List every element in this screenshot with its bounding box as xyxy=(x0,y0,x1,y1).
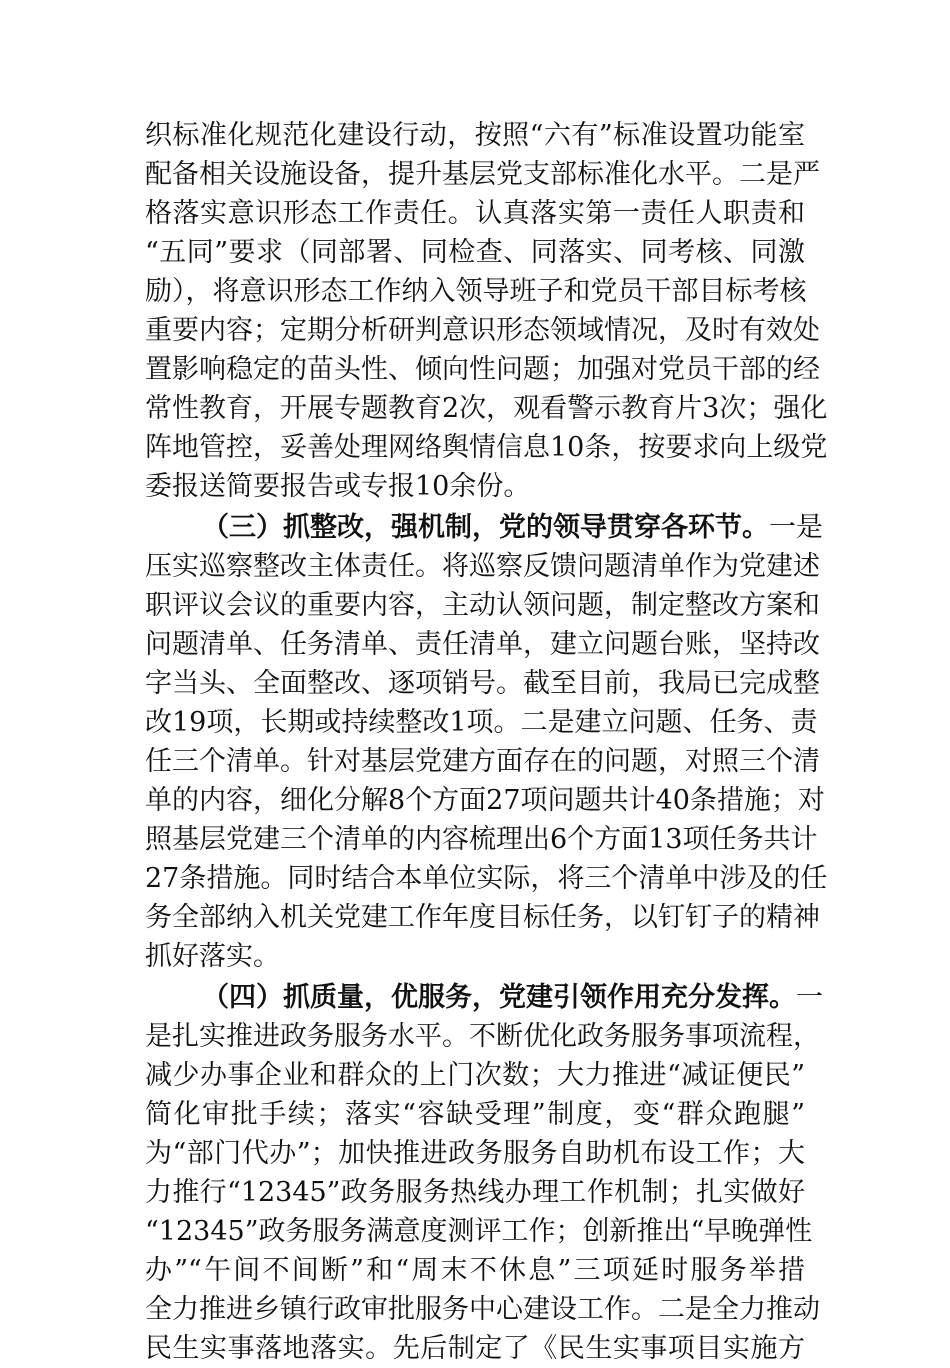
section-heading-line xyxy=(145,508,823,547)
text-line: 重要内容；定期分析研判意识形态领域情况，及时有效处 xyxy=(145,315,820,346)
text-line: 照基层党建三个清单的内容梳理出6个方面13项任务共计 xyxy=(145,824,818,855)
text-line: 27条措施。同时结合本单位实际，将三个清单中涉及的任 xyxy=(145,863,828,894)
text-line: 任三个清单。针对基层党建方面存在的问题，对照三个清 xyxy=(145,746,820,777)
document-body xyxy=(145,116,828,1368)
paragraph-2 xyxy=(145,508,828,976)
text-line: 是扎实推进政务服务水平。不断优化政务服务事项流程， xyxy=(145,1021,820,1052)
text-fragment: 一 xyxy=(796,982,823,1013)
section-heading-4: （四）抓质量，优服务，党建引领作用充分发挥。 xyxy=(202,982,796,1013)
text-line: 职评议会议的重要内容，主动认领问题，制定整改方案和 xyxy=(145,590,820,621)
section-heading-3: （三）抓整改，强机制，党的领导贯穿各环节。 xyxy=(202,512,769,543)
text-fragment: 一是 xyxy=(769,512,823,543)
text-line: 压实巡察整改主体责任。将巡察反馈问题清单作为党建述 xyxy=(145,551,820,582)
text-line: 抓好落实。 xyxy=(145,941,280,972)
text-line: 务全部纳入机关党建工作年度目标任务，以钉钉子的精神 xyxy=(145,902,820,933)
text-line: 格落实意识形态工作责任。认真落实第一责任人职责和 xyxy=(145,198,805,229)
text-line: 阵地管控，妥善处理网络舆情信息10条，按要求向上级党 xyxy=(145,432,828,463)
text-line: 问题清单、任务清单、责任清单，建立问题台账，坚持改 xyxy=(145,629,820,660)
text-line: 常性教育，开展专题教育2次，观看警示教育片3次；强化 xyxy=(145,393,828,424)
text-line: 全力推进乡镇行政审批服务中心建设工作。二是全力推动 xyxy=(145,1294,820,1325)
text-line: “五同”要求（同部署、同检查、同落实、同考核、同激 xyxy=(145,237,805,268)
text-line: 办”“午间不间断”和“周末不休息”三项延时服务举措 xyxy=(145,1255,805,1286)
text-line: 配备相关设施设备，提升基层党支部标准化水平。二是严 xyxy=(145,159,820,190)
text-line: 织标准化规范化建设行动，按照“六有”标准设置功能室 xyxy=(145,120,805,151)
text-line: 励），将意识形态工作纳入领导班子和党员干部目标考核 xyxy=(145,276,807,307)
text-line: 改19项，长期或持续整改1项。二是建立问题、任务、责 xyxy=(145,707,818,738)
text-line: 力推行“12345”政务服务热线办理工作机制；扎实做好 xyxy=(145,1177,805,1208)
text-line: 为“部门代办”；加快推进政务服务自助机布设工作；大 xyxy=(145,1138,805,1169)
text-line: “12345”政务服务满意度测评工作；创新推出“早晚弹性 xyxy=(145,1216,813,1247)
text-line: 民生实事落地落实。先后制定了《民生实事项目实施方 xyxy=(145,1333,805,1364)
paragraph-3 xyxy=(145,978,823,1368)
paragraph-1 xyxy=(145,116,828,506)
section-heading-line xyxy=(145,978,823,1017)
text-line: 减少办事企业和群众的上门次数；大力推进“减证便民” xyxy=(145,1060,805,1091)
text-line: 单的内容，细化分解8个方面27项问题共计40条措施；对 xyxy=(145,785,825,816)
text-line: 置影响稳定的苗头性、倾向性问题；加强对党员干部的经 xyxy=(145,354,820,385)
text-line: 字当头、全面整改、逐项销号。截至目前，我局已完成整 xyxy=(145,668,820,699)
text-line: 简化审批手续；落实“容缺受理”制度，变“群众跑腿” xyxy=(145,1099,805,1130)
text-line: 委报送简要报告或专报10余份。 xyxy=(145,471,531,502)
